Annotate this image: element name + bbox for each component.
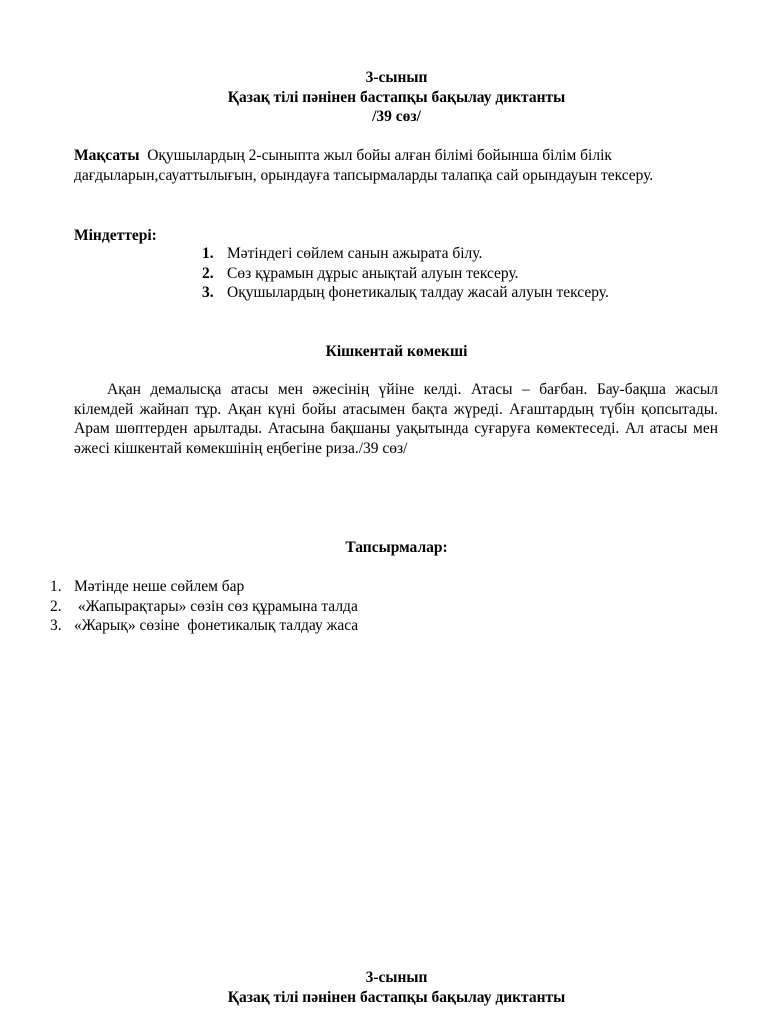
- assignment-item: [44, 616, 358, 636]
- objectives-label: Міндеттері:: [74, 227, 157, 244]
- assignment-number: 1.: [50, 578, 62, 595]
- dictation-title: Қазақ тілі пәнінен бастапқы бақылау диктанты: [227, 88, 566, 106]
- grade-heading: 3-сынып: [365, 69, 428, 86]
- objective-text: Мәтіндегі сөйлем санын ажырата білу.: [227, 245, 483, 262]
- objective-text: Сөз құрамын дұрыс анықтай алуын тексеру.: [227, 264, 519, 282]
- objective-number: 2.: [202, 264, 214, 282]
- objective-item: [202, 264, 722, 284]
- assignment-text: «Жарық» сөзіне фонетикалық талдау жаса: [74, 617, 359, 634]
- assignments-title: Тапсырмалар:: [345, 539, 448, 556]
- assignment-text: «Жапырақтары» сөзін сөз құрамына талда: [74, 597, 358, 615]
- document-header: [0, 68, 768, 127]
- story-title: Кішкентай көмекші: [325, 343, 468, 360]
- objective-item: [202, 283, 722, 303]
- objective-text: Оқушылардың фонетикалық талдау жасай алуын тексеру.: [227, 284, 609, 301]
- assignment-item: [44, 577, 358, 597]
- word-count: /39 сөз/: [372, 108, 421, 125]
- dictation-title: Қазақ тілі пәнінен бастапқы бақылау диктанты: [227, 988, 566, 1006]
- objectives-list: [202, 244, 722, 303]
- purpose-label: Мақсаты: [74, 147, 140, 164]
- objective-number: 1.: [202, 245, 214, 262]
- purpose-paragraph: [74, 146, 694, 185]
- next-page-header: [0, 968, 768, 1007]
- assignment-text: Мәтінде неше сөйлем бар: [74, 578, 245, 595]
- purpose-text: Оқушылардың 2-сыныпта жыл бойы алған білімі бойынша білім білік дағдыларын,сауаттылығын, орындауға тапсырмаларды талапқа сай орындауын тексеру.: [74, 147, 654, 184]
- objective-item: [202, 244, 722, 264]
- assignment-item: [44, 597, 358, 617]
- assignments-list: [44, 577, 358, 636]
- story-text: Ақан демалысқа атасы мен әжесінің үйіне келді. Атасы – бағбан. Бау-бақша жасыл кілемдей жайнап тұр. Ақан күні бойы атасымен бақта жүреді. Ағаштардың түбін қопсытады. Арам шөптерден арылтады. Атасына бақшаны уақытында суғаруға көмектеседі. Ал атасы мен әжесі кішкентай көмекшінің еңбегіне риза./39 сөз/: [74, 381, 718, 457]
- objective-number: 3.: [202, 284, 214, 301]
- assignment-number: 3.: [50, 617, 62, 634]
- grade-heading: 3-сынып: [365, 969, 428, 986]
- assignment-number: 2.: [50, 597, 62, 615]
